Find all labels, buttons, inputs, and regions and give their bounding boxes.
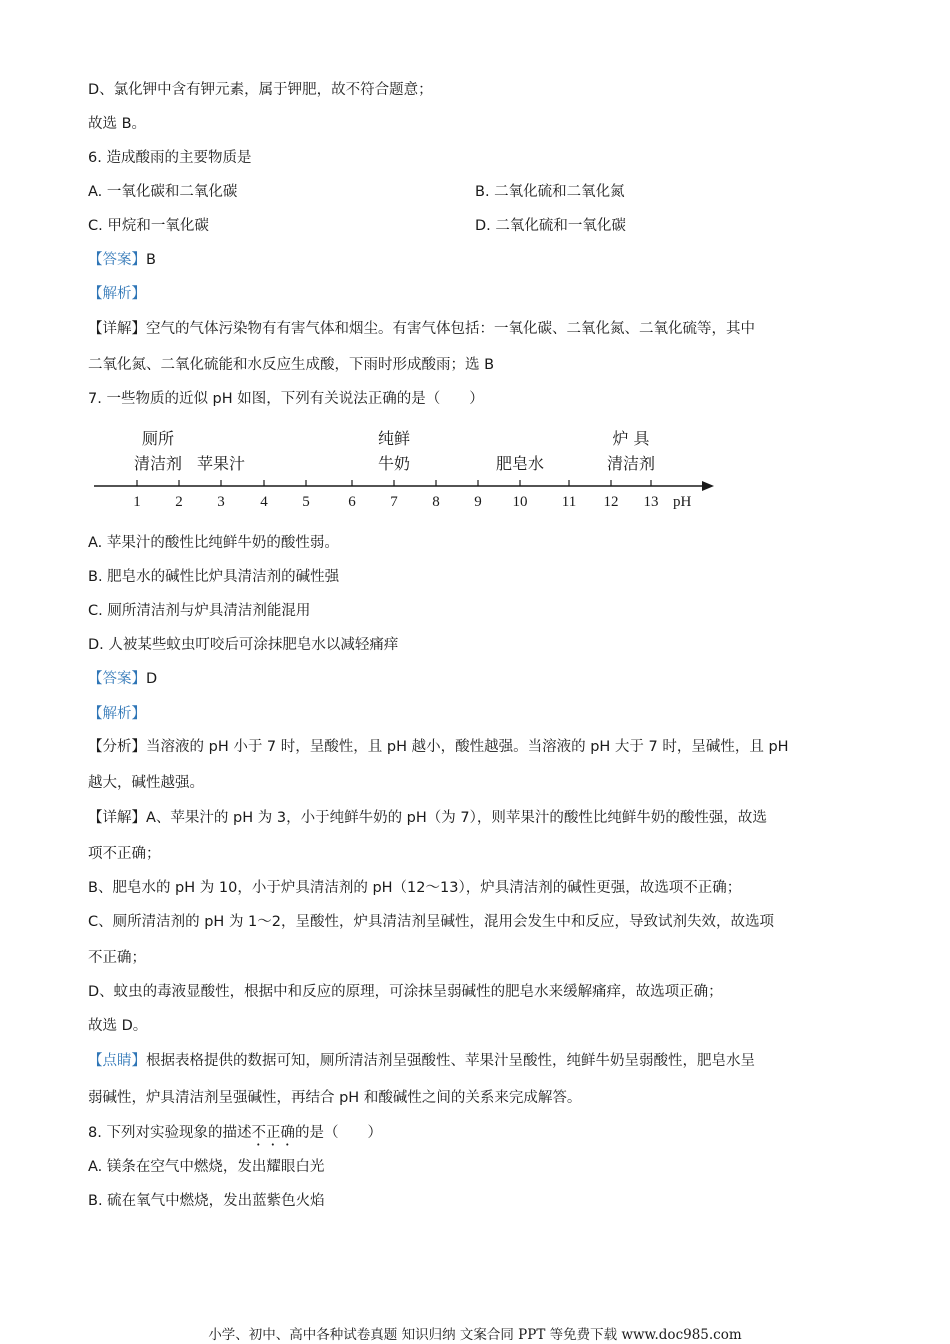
ph-substance-label: 厕所 <box>141 429 175 448</box>
q7-fenxi-cont: 越大，碱性越强。 <box>88 775 204 791</box>
ph-tick-label: 10 <box>512 494 528 510</box>
q7-fenxi <box>88 737 789 757</box>
ph-tick-label: 7 <box>390 494 398 510</box>
answer-value: B <box>146 252 156 268</box>
ph-scale-figure <box>88 422 718 522</box>
ph-tick-label: 11 <box>561 494 577 510</box>
q7-analysis-label: 【解析】 <box>88 706 146 722</box>
answer-label: 【答案】 <box>88 252 146 268</box>
q7-detail-c: C、厕所清洁剂的 pH 为 1～2，呈酸性，炉具清洁剂呈碱性，混用会发生中和反应，导致试剂失效，故选项 <box>88 914 775 930</box>
detail-text: 空气的气体污染物有有害气体和烟尘。有害气体包括：一氧化碳、二氧化氮、二氧化硫等，其中 <box>146 321 755 337</box>
ph-tick-label: 2 <box>175 494 183 510</box>
q6-option-d: D. 二氧化硫和一氧化碳 <box>475 218 626 234</box>
q7-detail-a-cont: 项不正确； <box>88 846 161 862</box>
ph-axis-label: pH <box>673 494 692 510</box>
q8-stem-prefix: 8. 下列对实验现象的描述 <box>88 1125 252 1141</box>
q7-option-b: B. 肥皂水的碱性比炉具清洁剂的碱性强 <box>88 569 340 585</box>
detail-label: 【详解】 <box>88 321 146 337</box>
ph-axis-arrow <box>702 481 714 491</box>
dianjing-text: 根据表格提供的数据可知，厕所清洁剂呈强酸性、苹果汁呈酸性，纯鲜牛奶呈弱酸性，肥皂水呈 <box>146 1053 755 1069</box>
q7-detail-b: B、肥皂水的 pH 为 10，小于炉具清洁剂的 pH（12～13），炉具清洁剂的碱性更强，故选项不正确； <box>88 880 742 896</box>
ph-substance-label: 肥皂水 <box>495 454 545 473</box>
fenxi-text: 当溶液的 pH 小于 7 时，呈酸性，且 pH 越小，酸性越强。当溶液的 pH 大于 7 时，呈碱性，且 pH <box>146 739 789 755</box>
detail-label: 【详解】 <box>88 810 146 826</box>
q7-dianjing-cont: 弱碱性，炉具清洁剂呈强碱性，再结合 pH 和酸碱性之间的关系来完成解答。 <box>88 1090 582 1106</box>
ph-tick-label: 1 <box>133 494 141 510</box>
ph-substance-label: 纯鲜 <box>377 429 411 448</box>
q6-option-a: A. 一氧化碳和二氧化碳 <box>88 184 238 200</box>
ph-tick-label: 9 <box>474 494 482 510</box>
ph-substance-label: 清洁剂 <box>133 454 183 473</box>
q6-stem: 6. 造成酸雨的主要物质是 <box>88 150 252 166</box>
q7-option-d: D. 人被某些蚊虫叮咬后可涂抹肥皂水以减轻痛痒 <box>88 637 399 653</box>
q6-detail-cont: 二氧化氮、二氧化硫能和水反应生成酸，下雨时形成酸雨；选 B <box>88 357 495 373</box>
ph-tick-label: 3 <box>217 494 225 510</box>
ph-substance-label: 清洁剂 <box>606 454 656 473</box>
q7-detail-d: D、蚊虫的毒液显酸性，根据中和反应的原理，可涂抹呈弱碱性的肥皂水来缓解痛痒，故选项正确； <box>88 984 723 1000</box>
ph-substance-label: 苹果汁 <box>196 454 246 473</box>
ph-tick-label: 8 <box>432 494 440 510</box>
ph-substance-label: 炉 具 <box>612 429 650 448</box>
q8-stem <box>88 1123 382 1149</box>
q7-stem: 7. 一些物质的近似 pH 如图，下列有关说法正确的是（ ） <box>88 391 484 407</box>
answer-label: 【答案】 <box>88 671 146 687</box>
ph-tick-label: 6 <box>348 494 356 510</box>
q7-answer <box>88 669 157 689</box>
q5-option-d-explanation: D、氯化钾中含有钾元素，属于钾肥，故不符合题意； <box>88 82 433 98</box>
q8-option-a: A. 镁条在空气中燃烧，发出耀眼白光 <box>88 1159 325 1175</box>
ph-tick-label: 12 <box>603 494 619 510</box>
ph-tick-label: 5 <box>302 494 310 510</box>
q7-dianjing <box>88 1051 755 1071</box>
q6-detail <box>88 319 755 339</box>
answer-value: D <box>146 671 158 687</box>
page-footer: 小学、初中、高中各种试卷真题 知识归纳 文案合同 PPT 等免费下载 www.doc985.com <box>208 1327 742 1343</box>
q7-detail <box>88 808 767 828</box>
q8-stem-suffix: 的是（ ） <box>294 1125 382 1141</box>
q7-option-c: C. 厕所清洁剂与炉具清洁剂能混用 <box>88 603 311 619</box>
dianjing-label: 【点睛】 <box>88 1053 146 1069</box>
q8-stem-emphasis: 不正确 <box>251 1125 295 1141</box>
q7-option-a: A. 苹果汁的酸性比纯鲜牛奶的酸性弱。 <box>88 535 339 551</box>
q5-conclusion: 故选 B。 <box>88 116 147 132</box>
q6-option-b: B. 二氧化硫和二氧化氮 <box>475 184 625 200</box>
q7-conclusion: 故选 D。 <box>88 1018 148 1034</box>
q6-analysis-label: 【解析】 <box>88 286 146 302</box>
ph-substance-label: 牛奶 <box>377 454 411 473</box>
fenxi-label: 【分析】 <box>88 739 146 755</box>
q6-option-c: C. 甲烷和一氧化碳 <box>88 218 209 234</box>
q8-option-b: B. 硫在氧气中燃烧，发出蓝紫色火焰 <box>88 1193 325 1209</box>
ph-tick-label: 4 <box>260 494 268 510</box>
q7-detail-c-cont: 不正确； <box>88 950 146 966</box>
q6-answer <box>88 250 156 270</box>
detail-text: A、苹果汁的 pH 为 3，小于纯鲜牛奶的 pH（为 7），则苹果汁的酸性比纯鲜牛奶的酸性强，故选 <box>146 810 767 826</box>
ph-tick-label: 13 <box>643 494 659 510</box>
